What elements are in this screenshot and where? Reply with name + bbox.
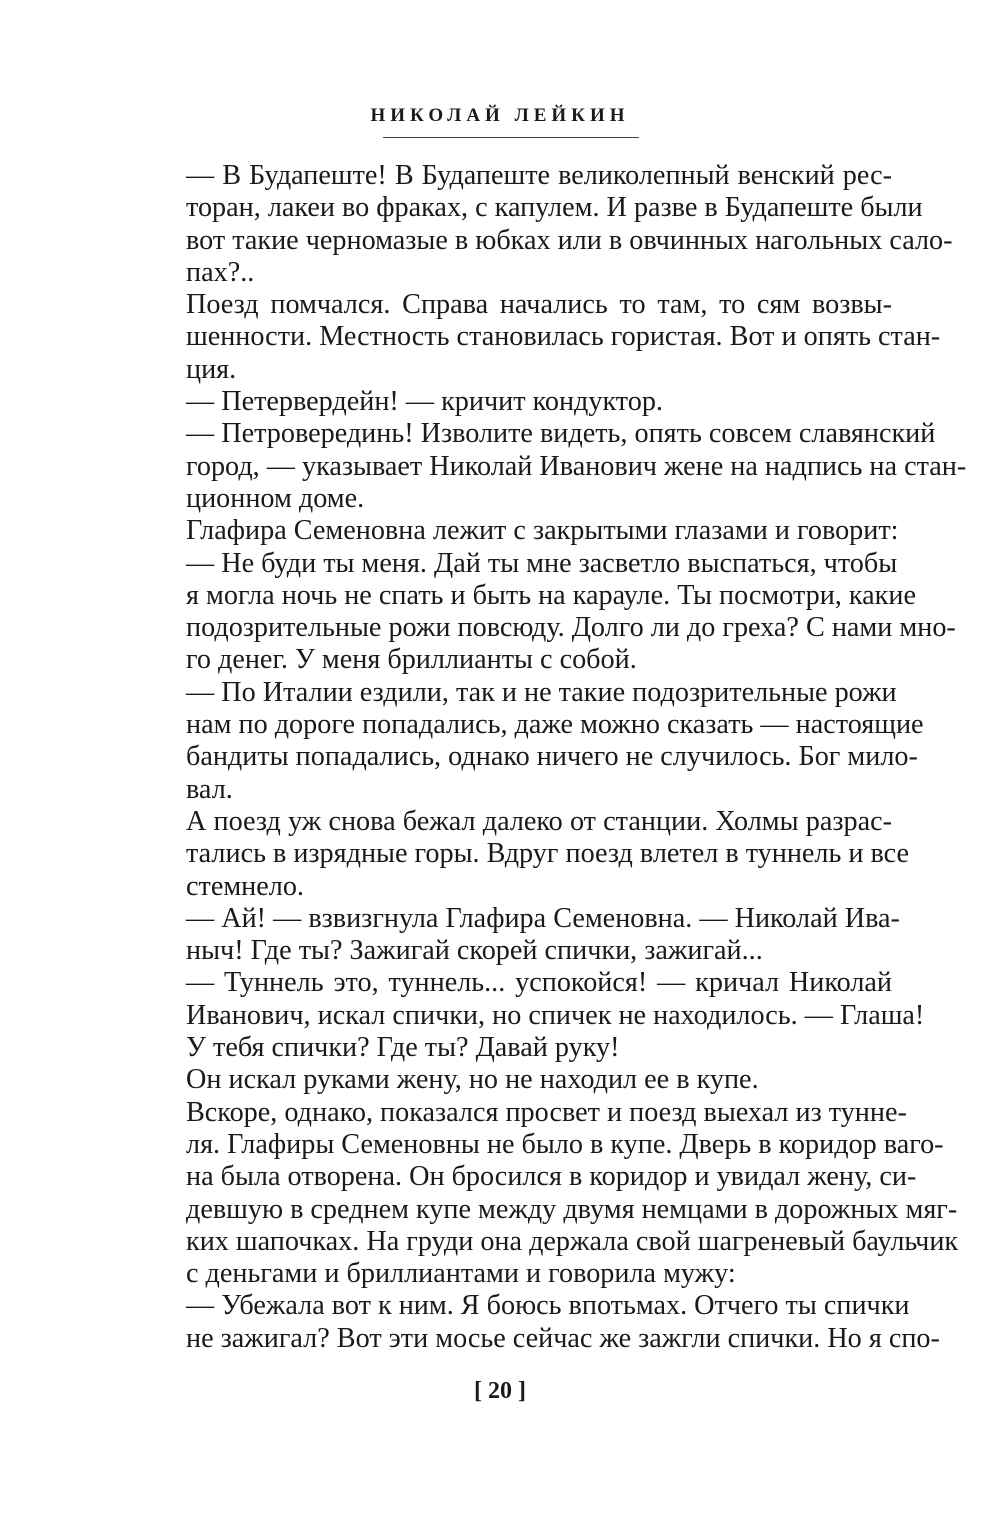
text-line: — Ай! — взвизгнула Глафира Семеновна. — Николай Ива- [186,902,900,934]
page-number: [ 20 ] [474,1378,526,1404]
text-line: ких шапочках. На груди она держала свой шагреневый баульчик [186,1225,959,1257]
text-line: А поезд уж снова бежал далеко от станции. Холмы разрас- [186,805,892,837]
text-line: Он искал руками жену, но не находил ее в купе. [186,1064,759,1096]
paragraph [152,1096,959,1291]
text-line: Поезд помчался. Справа начались то там, то сям возвы- [186,289,892,321]
text-line: вот такие черномазые в юбках или в овчинных нагольных сало- [186,224,953,256]
text-line: ныч! Где ты? Зажигай скорей спички, зажигай... [186,935,763,967]
text-line: ция. [186,353,237,385]
paragraph [152,967,925,1064]
paragraph [152,289,941,386]
text-line: ционном доме. [186,482,365,514]
text-line: Иванович, искал спички, но спичек не находилось. — Глаша! [186,999,925,1031]
text-line: не зажигал? Вот эти мосье сейчас же зажгли спички. Но я спо- [186,1322,940,1354]
text-line: город, — указывает Николай Иванович жене на надпись на стан- [186,450,967,482]
paragraph [152,1064,892,1096]
text-line: на была отворена. Он бросился в коридор и увидал жену, си- [186,1161,917,1193]
paragraph [152,386,892,418]
paragraph [152,805,910,903]
text-line: подозрительные рожи повсюду. Долго ли до греха? С нами мно- [186,612,956,644]
text-line: нам по дороге попадались, даже можно сказать — настоящие [186,709,924,741]
text-line: пах?.. [186,256,255,288]
text-line: — Петервердейн! — кричит кондуктор. [186,386,663,418]
text-line: торан, лакеи во фраках, с капулем. И разве в Будапеште были [186,192,923,224]
running-head: НИКОЛАЙ ЛЕЙКИН [370,105,630,126]
text-line: У тебя спички? Где ты? Давай руку! [186,1032,620,1064]
text-line: тались в изрядные горы. Вдруг поезд влетел в туннель и все [186,838,910,870]
paragraph [152,902,900,968]
text-line: вал. [186,773,233,805]
paragraph [152,418,967,515]
text-line: — В Будапеште! В Будапеште великолепный венский рес- [186,160,892,191]
paragraph [152,515,899,547]
text-line: — Не буди ты меня. Дай ты мне засветло выспаться, чтобы [186,547,898,579]
text-line: Вскоре, однако, показался просвет и поезд выехал из тунне- [186,1096,907,1128]
text-line: девшую в среднем купе между двумя немцами в дорожных мяг- [186,1193,958,1225]
text-line: — Туннель это, туннель... успокойся! — кричал Николай [186,967,892,999]
text-line: шенности. Местность становилась гористая. Вот и опять стан- [186,321,941,353]
text-line: ля. Глафиры Семеновны не было в купе. Дверь в коридор ваго- [186,1128,944,1160]
paragraph [152,160,953,289]
body-text [152,160,967,1355]
text-line: с деньгами и бриллиантами и говорила мужу: [186,1258,736,1290]
text-line: Глафира Семеновна лежит с закрытыми глазами и говорит: [186,515,899,547]
paragraph [152,1290,940,1355]
text-line: — Петроверединь! Изволите видеть, опять совсем славянский [186,418,936,450]
text-line: го денег. У меня бриллианты с собой. [186,644,637,676]
text-line: — Убежала вот к ним. Я боюсь впотьмах. Отчего ты спички [186,1290,910,1322]
paragraph [152,676,924,806]
text-line: стемнело. [186,870,304,902]
text-line: бандиты попадались, однако ничего не случилось. Бог мило- [186,741,918,773]
text-line: я могла ночь не спать и быть на карауле. Ты посмотри, какие [186,579,916,611]
running-head-rule [383,137,639,138]
text-line: — По Италии ездили, так и не такие подозрительные рожи [186,676,897,708]
paragraph [152,547,956,677]
